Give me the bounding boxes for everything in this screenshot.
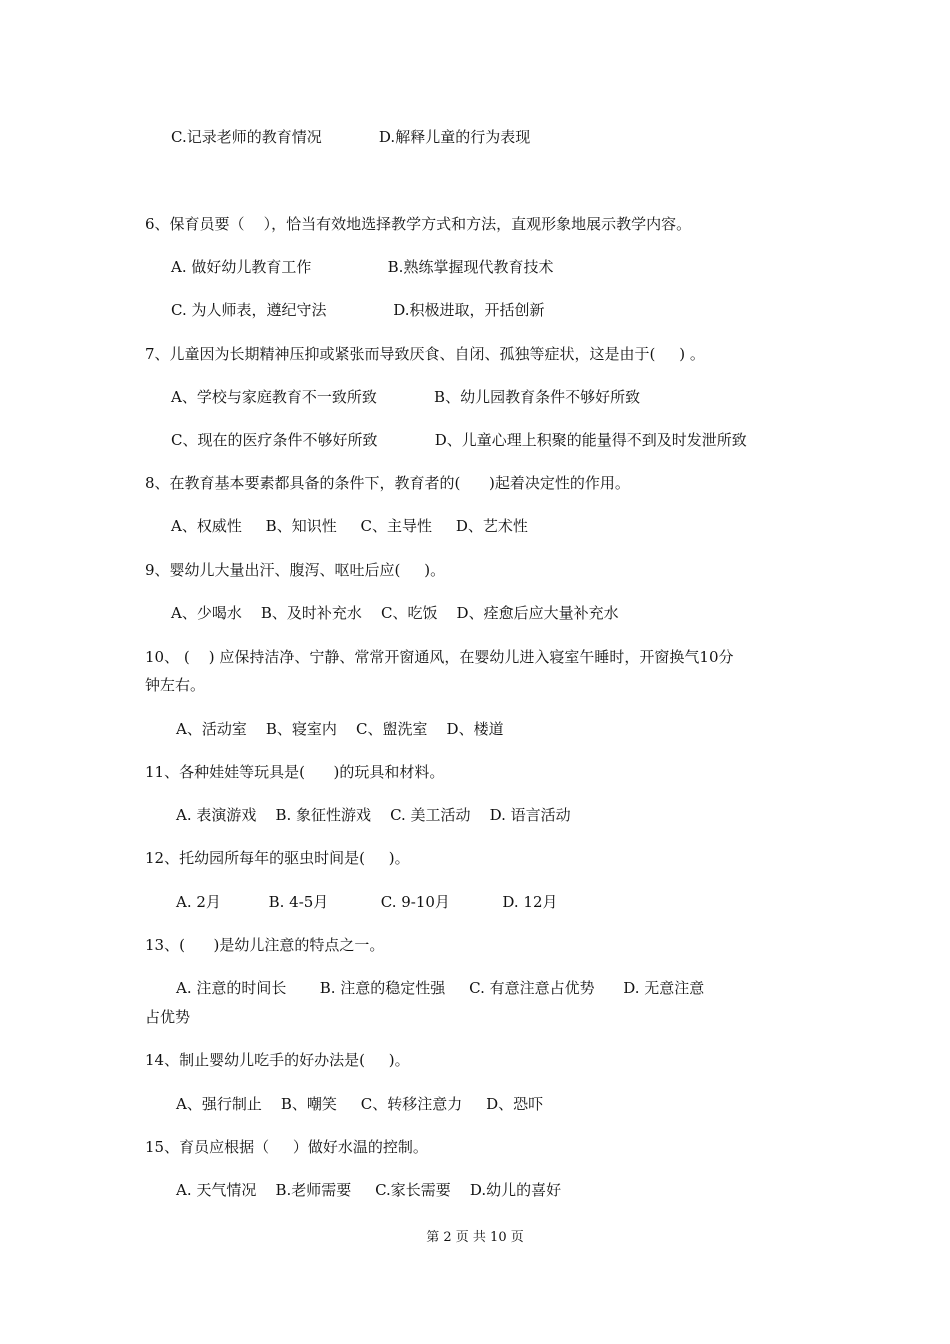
q13-options-cont: 占优势 — [145, 1008, 191, 1026]
q14-options: A、强行制止 B、嘲笑 C、转移注意力 D、恐吓 — [176, 1095, 544, 1113]
q7-options-ab: A、学校与家庭教育不一致所致 B、幼儿园教育条件不够好所致 — [171, 388, 641, 406]
q5-options-cd: C.记录老师的教育情况 D.解释儿童的行为表现 — [171, 128, 531, 146]
q10-options: A、活动室 B、寝室内 C、盥洗室 D、楼道 — [176, 720, 504, 738]
q14-stem: 14、制止婴幼儿吃手的好办法是( )。 — [145, 1051, 410, 1069]
q9-stem: 9、婴幼儿大量出汗、腹泻、呕吐后应( )。 — [145, 561, 446, 579]
q8-stem: 8、在教育基本要素都具备的条件下，教育者的( )起着决定性的作用。 — [145, 474, 630, 492]
q8-options: A、权威性 B、知识性 C、主导性 D、艺术性 — [171, 517, 528, 535]
q9-options: A、少喝水 B、及时补充水 C、吃饭 D、痊愈后应大量补充水 — [171, 604, 619, 622]
q10-stem-cont: 钟左右。 — [145, 676, 206, 694]
q11-options: A. 表演游戏 B. 象征性游戏 C. 美工活动 D. 语言活动 — [176, 806, 571, 824]
page-footer: 第 2 页 共 10 页 — [426, 1230, 524, 1245]
q13-stem: 13、( )是幼儿注意的特点之一。 — [145, 936, 385, 954]
q7-stem: 7、儿童因为长期精神压抑或紧张而导致厌食、自闭、孤独等症状，这是由于( ) 。 — [145, 345, 705, 363]
q15-stem: 15、育员应根据（ ）做好水温的控制。 — [145, 1138, 428, 1156]
q12-options: A. 2月 B. 4-5月 C. 9-10月 D. 12月 — [176, 893, 558, 911]
q6-options-cd: C. 为人师表，遵纪守法 D.积极进取，开括创新 — [171, 301, 545, 319]
q11-stem: 11、各种娃娃等玩具是( )的玩具和材料。 — [145, 763, 445, 781]
q13-options: A. 注意的时间长 B. 注意的稳定性强 C. 有意注意占优势 D. 无意注意 — [176, 979, 705, 997]
q6-options-ab: A. 做好幼儿教育工作 B.熟练掌握现代教育技术 — [171, 258, 554, 276]
q10-stem: 10、 ( ) 应保持洁净、宁静、常常开窗通风，在婴幼儿进入寝室午睡时，开窗换气10分 — [145, 648, 734, 666]
q7-options-cd: C、现在的医疗条件不够好所致 D、儿童心理上积聚的能量得不到及时发泄所致 — [171, 431, 747, 449]
q12-stem: 12、托幼园所每年的驱虫时间是( )。 — [145, 849, 410, 867]
q6-stem: 6、保育员要（ ），恰当有效地选择教学方式和方法，直观形象地展示教学内容。 — [145, 215, 692, 233]
q15-options: A. 天气情况 B.老师需要 C.家长需要 D.幼儿的喜好 — [176, 1181, 562, 1199]
